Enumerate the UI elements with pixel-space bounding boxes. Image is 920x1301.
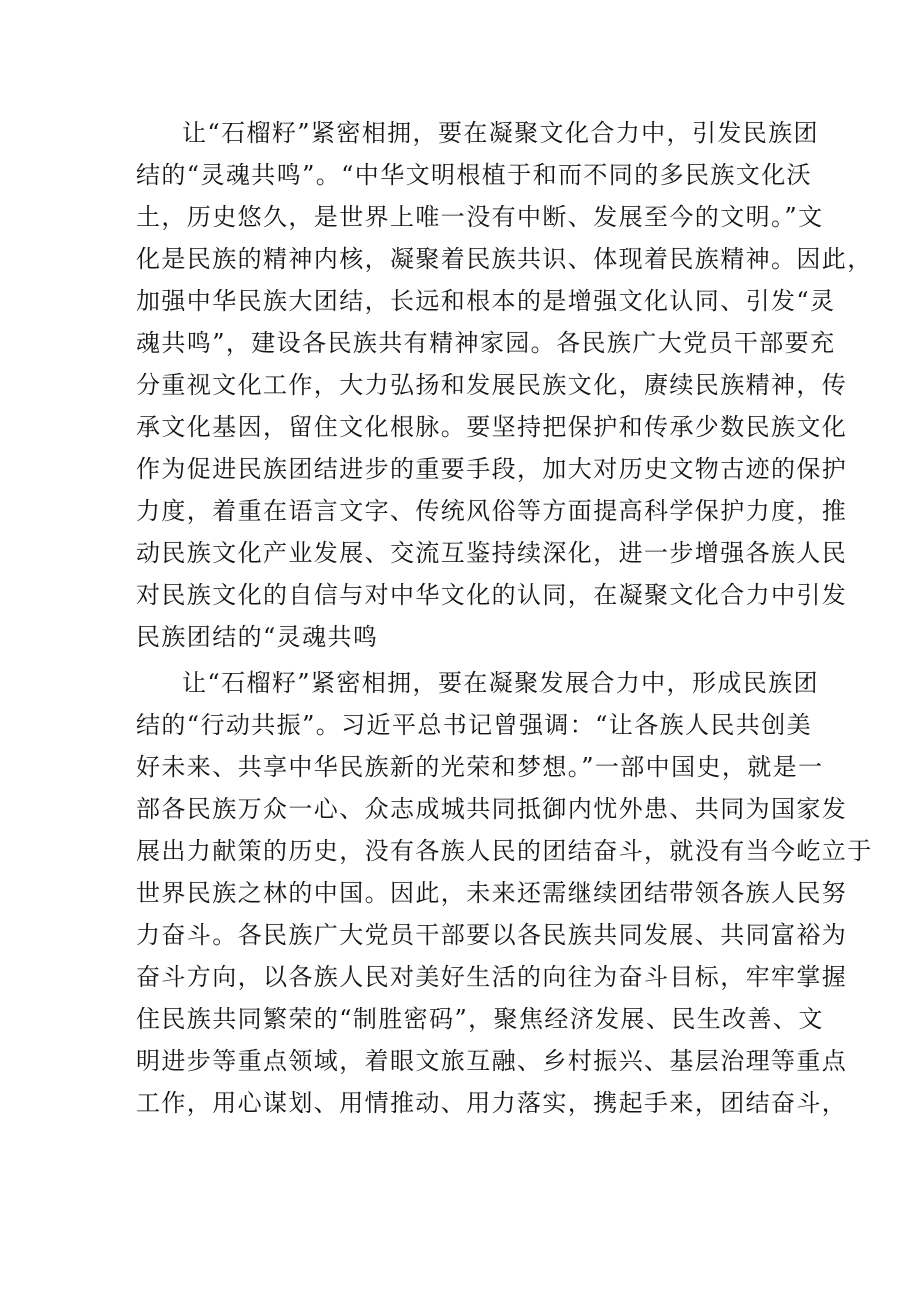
text-line: 让“石榴籽”紧密相拥，要在凝聚文化合力中，引发民族团 <box>182 119 819 147</box>
text-line: 承文化基因，留住文化根脉。要坚持把保护和传承少数民族文化 <box>136 413 848 441</box>
text-line: 明进步等重点领域，着眼文旅互融、乡村振兴、基层治理等重点 <box>136 1047 848 1075</box>
text-line: 好未来、共享中华民族新的光荣和梦想。”一部中国史，就是一 <box>136 753 824 781</box>
text-line: 化是民族的精神内核，凝聚着民族共识、体现着民族精神。因此， <box>136 245 873 273</box>
text-line: 加强中华民族大团结，长远和根本的是增强文化认同、引发“灵 <box>136 287 836 315</box>
text-line: 民族团结的“灵魂共鸣 <box>136 623 379 651</box>
text-line: 力度，着重在语言文字、传统风俗等方面提高科学保护力度，推 <box>136 497 848 525</box>
text-line: 土，历史悠久，是世界上唯一没有中断、发展至今的文明。”文 <box>136 203 824 231</box>
text-line: 动民族文化产业发展、交流互鉴持续深化，进一步增强各族人民 <box>136 539 848 567</box>
text-line: 对民族文化的自信与对中华文化的认同，在凝聚文化合力中引发 <box>136 581 848 609</box>
text-line: 力奋斗。各民族广大党员干部要以各民族共同发展、共同富裕为 <box>136 921 848 949</box>
text-line: 展出力献策的历史，没有各族人民的团结奋斗，就没有当今屹立于 <box>136 837 873 865</box>
text-line: 让“石榴籽”紧密相拥，要在凝聚发展合力中，形成民族团 <box>182 669 819 697</box>
text-line: 结的“灵魂共鸣”。“中华文明根植于和而不同的多民族文化沃 <box>136 161 813 189</box>
text-line: 部各民族万众一心、众志成城共同抵御内忧外患、共同为国家发 <box>136 795 848 823</box>
text-line: 工作，用心谋划、用情推动、用力落实，携起手来，团结奋斗， <box>136 1089 848 1117</box>
text-line: 结的“行动共振”。习近平总书记曾强调：“让各族人民共创美 <box>136 711 813 739</box>
text-line: 分重视文化工作，大力弘扬和发展民族文化，赓续民族精神，传 <box>136 371 848 399</box>
text-line: 住民族共同繁荣的“制胜密码”，聚焦经济发展、民生改善、文 <box>136 1005 824 1033</box>
text-line: 奋斗方向，以各族人民对美好生活的向往为奋斗目标，牢牢掌握 <box>136 963 848 991</box>
text-line: 作为促进民族团结进步的重要手段，加大对历史文物古迹的保护 <box>136 455 848 483</box>
text-line: 魂共鸣”，建设各民族共有精神家园。各民族广大党员干部要充 <box>136 329 836 357</box>
text-line: 世界民族之林的中国。因此，未来还需继续团结带领各族人民努 <box>136 879 848 907</box>
